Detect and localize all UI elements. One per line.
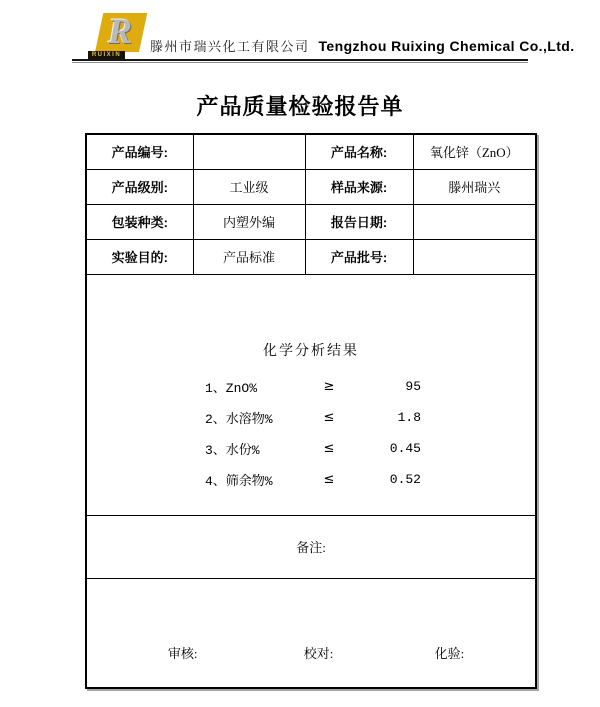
analysis-heading: 化学分析结果 xyxy=(263,344,359,359)
packing-type-label: 包装种类: xyxy=(86,204,193,239)
ruixin-logo xyxy=(88,13,144,60)
test-purpose-value: 产品标准 xyxy=(193,239,305,274)
analysis-results-cell xyxy=(86,274,536,515)
analysis-item-value: 0.45 xyxy=(389,441,421,456)
table-row xyxy=(86,134,536,169)
sample-source-label: 样品来源: xyxy=(305,169,413,204)
table-row xyxy=(86,239,536,274)
analysis-item-operator: ≤ xyxy=(323,410,335,425)
report-date-value xyxy=(413,204,536,239)
reviewer-label: 审核: xyxy=(167,645,198,661)
analysis-item-value: 0.52 xyxy=(389,472,421,487)
analysis-item-name: 2、水溶物% xyxy=(205,412,273,427)
test-purpose-label: 实验目的: xyxy=(86,239,193,274)
analysis-item-sieve-residue xyxy=(205,464,535,495)
analysis-item-operator: ≤ xyxy=(323,441,335,456)
analysis-item-water-soluble xyxy=(205,402,535,433)
logo-brand-band: RUIXIN xyxy=(88,51,125,60)
analysis-item-zno xyxy=(205,371,535,402)
packing-type-value: 内塑外编 xyxy=(193,204,305,239)
logo-r-letter-icon: R xyxy=(107,11,132,51)
remarks-row xyxy=(86,515,536,578)
document-title: 产品质量检验报告单 xyxy=(196,94,404,119)
product-grade-value: 工业级 xyxy=(193,169,305,204)
analysis-items-list xyxy=(87,371,535,495)
batch-no-value xyxy=(413,239,536,274)
product-name-label: 产品名称: xyxy=(305,134,413,169)
remarks-label: 备注: xyxy=(296,540,326,555)
analysis-item-moisture xyxy=(205,433,535,464)
company-name-line xyxy=(150,36,575,55)
analysis-item-name: 1、ZnO% xyxy=(205,381,258,396)
analysis-item-name: 4、筛余物% xyxy=(205,474,273,489)
table-row xyxy=(86,204,536,239)
assay-label: 化验: xyxy=(434,645,465,661)
batch-no-label: 产品批号: xyxy=(305,239,413,274)
signature-line xyxy=(87,604,535,662)
product-grade-label: 产品级别: xyxy=(86,169,193,204)
product-name-value: 氧化锌（ZnO） xyxy=(413,134,536,169)
signature-cell xyxy=(86,578,536,688)
analysis-item-operator: ≤ xyxy=(323,472,335,487)
report-date-label: 报告日期: xyxy=(305,204,413,239)
signature-row xyxy=(86,578,536,688)
sample-source-value: 滕州瑞兴 xyxy=(413,169,536,204)
company-name-chinese: 滕州市瑞兴化工有限公司 xyxy=(150,39,310,54)
product-no-label: 产品编号: xyxy=(86,134,193,169)
analysis-item-operator: ≥ xyxy=(323,379,335,394)
product-no-value xyxy=(193,134,305,169)
header-divider-rule xyxy=(72,59,528,63)
proofread-label: 校对: xyxy=(303,645,334,661)
analysis-item-name: 3、水份% xyxy=(205,443,260,458)
company-name-english: Tengzhou Ruixing Chemical Co.,Ltd. xyxy=(318,38,575,54)
analysis-item-value: 1.8 xyxy=(397,410,421,425)
table-row xyxy=(86,169,536,204)
analysis-row xyxy=(86,274,536,515)
remarks-cell xyxy=(86,515,536,578)
report-table xyxy=(85,133,537,689)
analysis-item-value: 95 xyxy=(405,379,421,394)
